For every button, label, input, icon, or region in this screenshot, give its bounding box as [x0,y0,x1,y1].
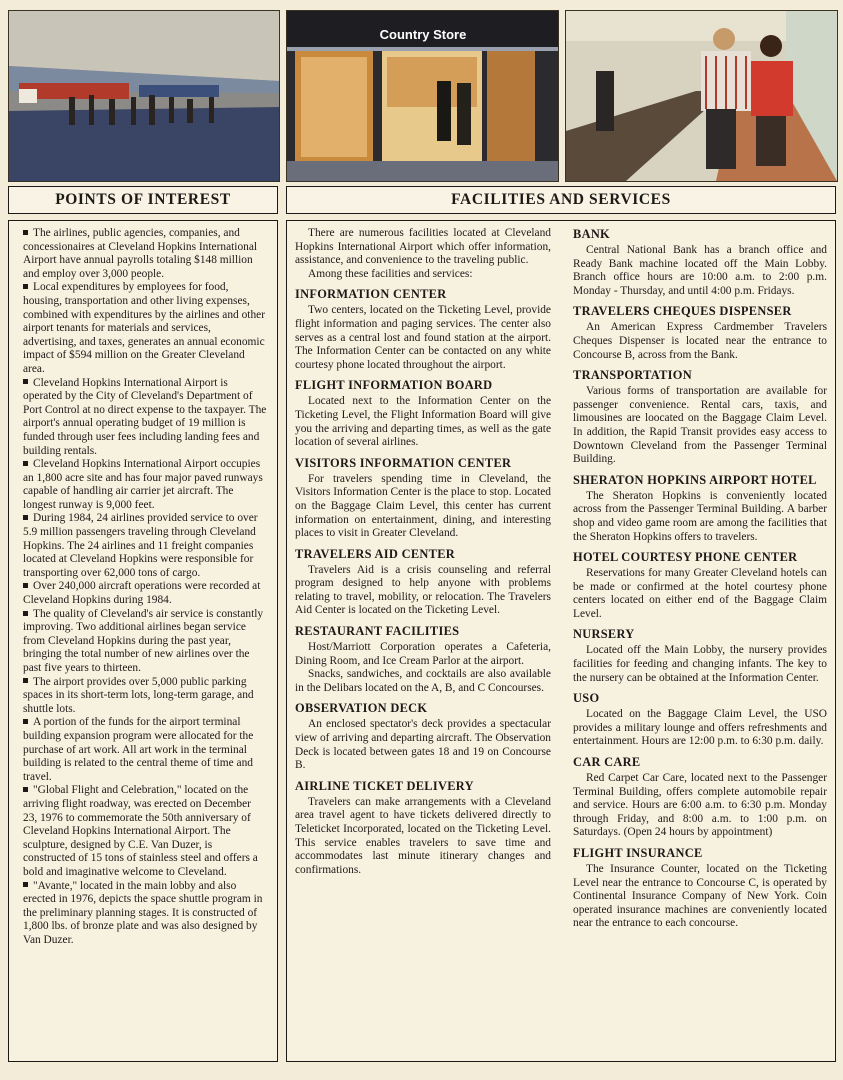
poi-text: "Global Flight and Celebration," located on the arriving flight roadway, was erected on December 23, 1976 to commemorate the 50th anniversary of Cleveland Hopkins International Airport. The sculpture, designed by C.E. Van Duzer, is constructed of 15 tons of stainless steel and offers a bold and imaginative welcome to Cleveland. [23,784,258,878]
poi-item [23,580,267,607]
poi-item [23,880,267,948]
country-store-sign: Country Store [379,27,467,42]
section-title: TRAVELERS CHEQUES DISPENSER [573,304,792,319]
section-title: HOTEL COURTESY PHONE CENTER [573,550,798,565]
section-title: INFORMATION CENTER [295,287,447,302]
section-paragraph: An enclosed spectator's deck provides a spectacular view of arriving and departing aircraft. The Observation Deck is located between gates 18 and 19 on Concourse B. [295,718,551,772]
moving-walkway-photo [565,10,838,182]
section-title: BANK [573,227,610,241]
poi-text: A portion of the funds for the airport terminal building expansion program were allocated for the purchase of art work. All art work in the terminal building is related to the central theme of time and travel. [23,716,254,783]
section-title: FLIGHT INFORMATION BOARD [295,378,493,393]
section-paragraph: Located off the Main Lobby, the nursery provides facilities for feeding and changing infants. The key to the nursery can be obtained at the Information Center. [573,644,827,684]
points-of-interest-header: POINTS OF INTEREST [8,186,278,214]
section-title: RESTAURANT FACILITIES [295,624,460,639]
section-title: OBSERVATION DECK [295,701,428,716]
section-title: AIRLINE TICKET DELIVERY [295,778,474,793]
section-title: CAR CARE [573,755,641,770]
country-store-photo [286,10,559,182]
poi-text: The quality of Cleveland's air service is constantly improving. Two additional airlines began service from Cleveland Hopkins during the past year, bringing the total number of new airlines over the past five years to thirteen. [23,607,264,674]
poi-text: Local expenditures by employees for food, housing, transportation and other living expenses, combined with expenditures by the airlines and other airport tenants for materials and services, advertising, and taxes, generates an annual economic impact of $594 million on the Greater Cleveland area. [23,281,265,375]
section-paragraph: Located on the Baggage Claim Level, the USO provides a military lounge and offers refreshments and entertainment. Hours are 12:00 p.m. to 6:30 p.m. daily. [573,708,827,748]
section-paragraph: Travelers can make arrangements with a Cleveland area travel agent to have tickets delivered directly to Teleticket Incorporated, located on the Ticketing Level. This service enables travelers to save time and accommodates last minute itinerary changes and confirmations. [295,795,551,876]
facilities-left-column [295,227,561,1061]
bullet-icon [23,719,28,724]
poi-item [23,512,267,580]
section-paragraph: Located next to the Information Center on the Ticketing Level, the Flight Information Board will give you the arriving and departing times, as well as the gate location of several airlines. [295,395,551,449]
section-paragraph: Two centers, located on the Ticketing Level, provide flight information and paging services. The center also serves as a central lost and found station at the airport. The Information Center can be contacted on any white courtesy phone located throughout the airport. [295,304,551,371]
section-title: TRAVELERS AID CENTER [295,546,456,561]
section-title: SHERATON HOPKINS AIRPORT HOTEL [573,472,817,487]
bullet-icon [23,230,28,235]
bullet-icon [23,787,28,792]
poi-text: The airport provides over 5,000 public parking spaces in its short-term lots, long-term garage, and shuttle lots. [23,675,254,715]
section-paragraph: Central National Bank has a branch office and Ready Bank machine located off the Main Lobby. Branch office hours are 10:00 a.m. to 2:00 p.m. Monday - Thursday, and until 4:00 p.m. Fridays. [573,244,827,297]
poi-text: The airlines, public agencies, companies, and concessionaires at Cleveland Hopkins International Airport have annual payrolls totaling $148 million and employ over 3,000 people. [23,227,258,280]
poi-text: Cleveland Hopkins International Airport occupies an 1,800 acre site and has four major paved runways capable of handling air carrier jet aircraft. The longest runway is 9,000 feet. [23,458,263,511]
bullet-icon [23,515,28,520]
section-paragraph: Various forms of transportation are available for passenger convenience. Rental cars, taxis, and limousines are loocated on the Baggage Claim Level. In addition, the Rapid Transit provides easy access to Downtown Cleveland from the Passenger Terminal Building. [573,385,827,466]
section-paragraph: An American Express Cardmember Travelers Cheques Dispenser is located near the entrance to Concourse B, across from the Bank. [573,321,827,361]
poi-item [23,716,267,784]
facilities-intro: There are numerous facilities located at Cleveland Hopkins International Airport which offer information, assistance, and convenience to the traveling public. [295,227,551,267]
section-paragraph: Reservations for many Greater Cleveland hotels can be made or confirmed at the hotel courtesy phone centers located on either end of the Baggage Claim Level. [573,567,827,620]
section-paragraph: The Sheraton Hopkins is conveniently located across from the Passenger Terminal Building. A barber shop and video game room are among the facilities that the Sheraton Hopkins offers to travelers. [573,489,827,543]
bullet-icon [23,583,28,588]
section-paragraph: For travelers spending time in Cleveland, the Visitors Information Center is the place to stop. Located on the Baggage Claim Level, this center has current information on entertainment, dining, and interesting places to visit in Greater Cleveland. [295,472,551,540]
bullet-icon [23,611,28,616]
section-paragraph: Travelers Aid is a crisis counseling and referral program designed to help anyone with problems relating to travel, mobility, or relocation. The Travelers Aid Center is located on the Ticketing Level. [295,563,551,617]
section-paragraph: The Insurance Counter, located on the Ticketing Level near the entrance to Concourse C, is operated by Continental Insurance Company of New York. Coin operated insurance machines are conveniently located near the entrance to each concourse. [573,863,827,930]
poi-item [23,227,267,281]
poi-item [23,458,267,512]
bullet-icon [23,379,28,384]
facilities-intro: Among these facilities and services: [308,267,473,280]
poi-text: "Avante," located in the main lobby and also erected in 1976, depicts the space shuttle program in the preliminary planning stages. It is constructed of 1,800 lbs. of bronze plate and was also designed by Van Duzer. [23,879,263,946]
section-paragraph: Host/Marriott Corporation operates a Cafeteria, Dining Room, and Ice Cream Parlor at the airport. [295,641,551,667]
facilities-right-column [561,227,827,1061]
poi-text: During 1984, 24 airlines provided service to over 5.9 million passengers traveling through Cleveland Hopkins. The 24 airlines and 11 freight companies located at Cleveland Hopkins were responsible for transporting over 62,000 tons of cargo. [23,512,258,579]
poi-item [23,608,267,676]
section-title: TRANSPORTATION [573,368,692,383]
section-title: VISITORS INFORMATION CENTER [295,455,512,470]
bullet-icon [23,284,28,289]
section-title: USO [573,691,600,706]
poi-text: Over 240,000 aircraft operations were recorded at Cleveland Hopkins during 1984. [23,580,261,607]
bullet-icon [23,461,28,466]
section-paragraph: Snacks, sandwiches, and cocktails are also available in the Delibars located on the A, B, and C Concourses. [295,668,551,694]
facilities-panel [286,220,836,1062]
poi-text: Cleveland Hopkins International Airport is operated by the City of Cleveland's Department of Port Control at no direct expense to the taxpayer. The airport's annual operating budget of 19 million is funded through user fees including landing fees and building rentals. [23,376,267,457]
poi-item [23,281,267,376]
bullet-icon [23,882,28,887]
poi-item [23,377,267,459]
section-title: NURSERY [573,627,635,642]
poi-item [23,784,267,879]
points-of-interest-panel [8,220,278,1062]
section-title: FLIGHT INSURANCE [573,846,703,860]
poi-item [23,676,267,717]
facilities-services-header: FACILITIES AND SERVICES [286,186,836,214]
bullet-icon [23,678,28,683]
terminal-lobby-photo [8,10,280,182]
section-paragraph: Red Carpet Car Care, located next to the Passenger Terminal Building, offers complete automobile repair and service. Hours are 6:00 a.m. to 6:30 p.m. Monday through Friday, and 8:00 a.m. to 1:00 p.m. on Saturdays. (Open 24 hours by appointment) [573,772,827,839]
